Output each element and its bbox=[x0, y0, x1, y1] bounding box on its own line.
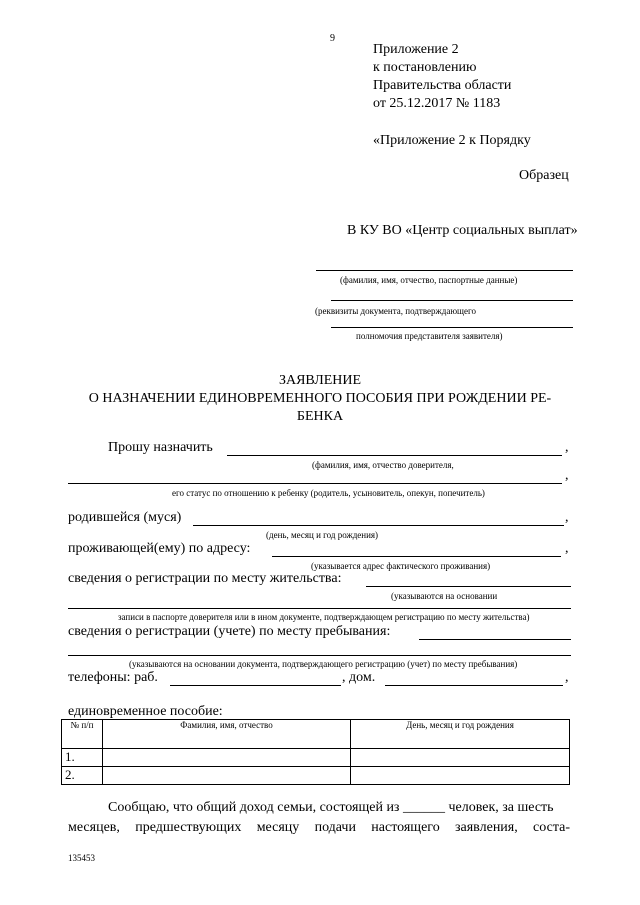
request-label: Прошу назначить bbox=[108, 440, 213, 455]
reg-residence-hint: (указываются на основании bbox=[391, 591, 498, 601]
status-line[interactable] bbox=[68, 483, 562, 484]
row-fio-cell[interactable] bbox=[103, 767, 351, 785]
appendix-line-3: Правительства области bbox=[373, 78, 512, 93]
income-text-line-1: Сообщаю, что общий доход семьи, состоящей из ______ человек, за шесть bbox=[108, 800, 554, 815]
sample-label: Образец bbox=[519, 168, 569, 183]
comma-1: , bbox=[565, 440, 569, 455]
home-phone-line[interactable] bbox=[385, 685, 563, 686]
reg-residence-line[interactable] bbox=[366, 586, 571, 587]
row-number: 1. bbox=[62, 749, 103, 767]
row-fio-cell[interactable] bbox=[103, 749, 351, 767]
income-text-line-2: месяцев, предшествующих месяцу подачи настоящего заявления, соста- bbox=[68, 820, 570, 835]
header-number: № п/п bbox=[62, 720, 103, 749]
row-number: 2. bbox=[62, 767, 103, 785]
reg-residence-line-2[interactable] bbox=[68, 608, 571, 609]
status-hint: его статус по отношению к ребенку (родитель, усыновитель, опекун, попечитель) bbox=[172, 488, 485, 498]
reg-residence-label: сведения о регистрации по месту жительства: bbox=[68, 571, 342, 586]
row-birth-cell[interactable] bbox=[351, 749, 570, 767]
header-fio: Фамилия, имя, отчество bbox=[103, 720, 351, 749]
comma-5: , bbox=[565, 670, 569, 685]
header-birth-date: День, месяц и год рождения bbox=[351, 720, 570, 749]
reg-stay-label: сведения о регистрации (учете) по месту пребывания: bbox=[68, 624, 391, 639]
comma-4: , bbox=[565, 541, 569, 556]
table-header-row bbox=[62, 720, 570, 749]
reg-stay-line[interactable] bbox=[419, 639, 571, 640]
fio-passport-hint: (фамилия, имя, отчество, паспортные данные) bbox=[340, 275, 518, 285]
reg-records-hint: записи в паспорте доверителя или в ином документе, подтверждающем регистрацию по месту жительства) bbox=[118, 612, 530, 622]
table-row bbox=[62, 767, 570, 785]
document-title: ЗАЯВЛЕНИЕ bbox=[278, 373, 362, 388]
document-hint: (реквизиты документа, подтверждающего bbox=[315, 306, 476, 316]
stay-basis-hint: (указываются на основании документа, подтверждающего регистрацию (учет) по месту пребывания) bbox=[129, 659, 518, 669]
authority-hint: полномочия представителя заявителя) bbox=[356, 331, 503, 341]
comma-3: , bbox=[565, 510, 569, 525]
birth-date-hint: (день, месяц и год рождения) bbox=[266, 530, 379, 540]
reg-stay-line-2[interactable] bbox=[68, 655, 571, 656]
appendix-line-1: Приложение 2 bbox=[373, 42, 459, 57]
address-label: проживающей(ему) по адресу: bbox=[68, 541, 251, 556]
document-line[interactable] bbox=[331, 300, 573, 301]
page-number: 9 bbox=[330, 33, 335, 44]
work-phone-line[interactable] bbox=[170, 685, 341, 686]
lump-sum-label: единовременное пособие: bbox=[68, 704, 223, 719]
born-label: родившейся (муся) bbox=[68, 510, 182, 525]
trustor-fio-line[interactable] bbox=[227, 455, 562, 456]
address-line[interactable] bbox=[272, 556, 561, 557]
row-birth-cell[interactable] bbox=[351, 767, 570, 785]
fio-passport-line[interactable] bbox=[316, 270, 573, 271]
address-hint: (указывается адрес фактического проживания) bbox=[311, 561, 491, 571]
comma-2: , bbox=[565, 468, 569, 483]
birth-date-line[interactable] bbox=[193, 525, 564, 526]
addressee: В КУ ВО «Центр социальных выплат» bbox=[347, 223, 578, 238]
document-subtitle: О НАЗНАЧЕНИИ ЕДИНОВРЕМЕННОГО ПОСОБИЯ ПРИ РОЖДЕНИИ РЕ- bbox=[88, 391, 552, 406]
appendix-line-4: от 25.12.2017 № 1183 bbox=[373, 96, 501, 111]
authority-line[interactable] bbox=[331, 327, 573, 328]
children-table bbox=[61, 719, 570, 785]
phones-label: телефоны: раб. bbox=[68, 670, 158, 685]
trustor-fio-hint: (фамилия, имя, отчество доверителя, bbox=[312, 460, 454, 470]
appendix-line-2: к постановлению bbox=[373, 60, 477, 75]
document-subtitle-end: БЕНКА bbox=[296, 409, 344, 424]
home-phone-label: , дом. bbox=[342, 670, 376, 685]
footer-code: 135453 bbox=[68, 853, 95, 863]
appendix-reference: «Приложение 2 к Порядку bbox=[373, 133, 531, 148]
table-row bbox=[62, 749, 570, 767]
